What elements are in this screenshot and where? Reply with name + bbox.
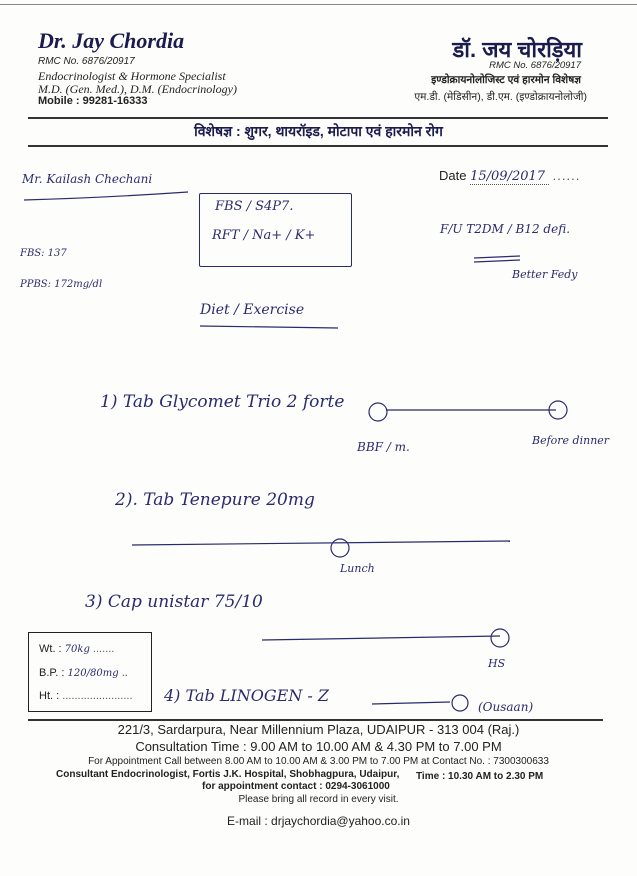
tests-line-1: FBS / S4P7. — [215, 199, 294, 214]
fortis-time: Time : 10.30 AM to 2.30 PM — [416, 771, 544, 782]
height-row: Ht. : ....................... — [39, 690, 133, 702]
specialist-banner: विशेषज्ञ : शुगर, थायरॉइड, मोटापा एवं हारमोन रोग — [194, 123, 443, 139]
medication-1-note-2: Before dinner — [532, 434, 610, 447]
weight-row: Wt. : 70kg ....... — [39, 643, 115, 655]
medication-2-note: Lunch — [340, 562, 375, 575]
medication-3-note: HS — [488, 657, 506, 670]
fortis-hospital-text: Consultant Endocrinologist, Fortis J.K. Hospital, Shobhagpura, Udaipur — [56, 769, 397, 780]
specialty-hindi: इण्डोक्रायनोलोजिस्ट एवं हारमोन विशेषज्ञ — [431, 74, 581, 86]
medication-4: 4) Tab LINOGEN - Z — [164, 686, 330, 705]
specialty-english: Endocrinologist & Hormone Specialist — [38, 69, 226, 83]
medication-4-note: (Ousaan) — [478, 700, 534, 714]
medication-1: 1) Tab Glycomet Trio 2 forte — [100, 392, 345, 412]
rmc-number-english: RMC No. 6876/20917 — [38, 56, 135, 67]
weight-value: 70kg — [64, 644, 90, 655]
appointment-contact: for appointment contact : 0294-3061000 — [202, 781, 390, 792]
doctor-name-hindi: डॉ. जय चोरड़िया — [452, 37, 582, 62]
ppbs-reading: PPBS: 172mg/dl — [20, 279, 103, 290]
followup-diagnosis: F/U T2DM / B12 defi. — [440, 222, 571, 236]
consultation-time: Consultation Time : 9.00 AM to 10.00 AM & 4.30 PM to 7.00 PM — [135, 739, 502, 754]
degrees-english: M.D. (Gen. Med.), D.M. (Endocrinology) — [38, 82, 237, 96]
tests-line-2: RFT / Na+ / K+ — [212, 228, 316, 243]
patient-name: Mr. Kailash Chechani — [22, 172, 153, 186]
height-label: Ht. : — [39, 690, 60, 702]
bp-label: B.P. : — [39, 667, 65, 679]
footer-divider — [28, 719, 603, 721]
bp-row: B.P. : 120/80mg .. — [39, 667, 128, 679]
clinic-address: 221/3, Sardarpura, Near Millennium Plaza, UDAIPUR - 313 004 (Raj.) — [117, 722, 520, 737]
date-label: Date — [439, 168, 467, 183]
appointment-info: For Appointment Call between 8.00 AM to 10.00 AM & 3.00 PM to 7.00 PM at Contact No. : 7300300633 — [88, 756, 549, 767]
vitals-box — [28, 632, 152, 712]
fortis-hospital-info: Consultant Endocrinologist, Fortis J.K. Hospital, Shobhagpura, Udaipur, — [56, 769, 400, 780]
weight-label: Wt. : — [39, 643, 62, 655]
medication-3: 3) Cap unistar 75/10 — [85, 592, 263, 612]
date-field: Date 15/09/2017 ...... — [439, 168, 581, 184]
advice-diet-exercise: Diet / Exercise — [200, 302, 305, 318]
medication-1-note: BBF / m. — [357, 440, 410, 454]
bring-records-note: Please bring all record in every visit. — [238, 794, 399, 805]
medication-2: 2). Tab Tenepure 20mg — [115, 490, 315, 510]
doctor-name-english: Dr. Jay Chordia — [38, 28, 185, 53]
followup-note: Better Fedy — [512, 268, 578, 281]
bp-value: 120/80mg — [67, 668, 119, 679]
email-address: E-mail : drjaychordia@yahoo.co.in — [227, 814, 410, 828]
rmc-number-hindi: RMC No. 6876/20917 — [489, 60, 581, 71]
fbs-reading: FBS: 137 — [20, 248, 67, 259]
degrees-hindi: एम.डी. (मेडिसीन), डी.एम. (इण्डोक्रायनोलोजी) — [414, 91, 587, 103]
mobile-number: Mobile : 99281-16333 — [38, 95, 148, 107]
date-value: 15/09/2017 — [470, 169, 549, 185]
